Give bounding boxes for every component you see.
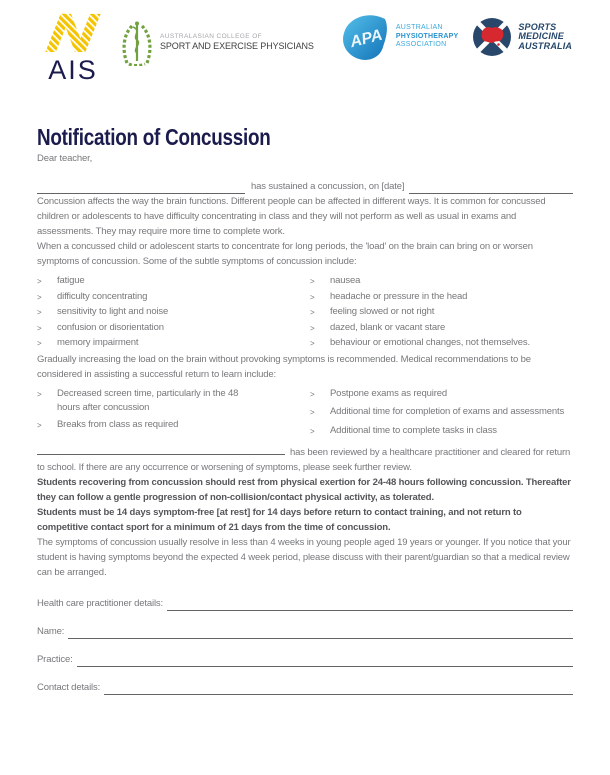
list-item <box>310 305 573 321</box>
list-item <box>37 305 310 321</box>
sma-line2: MEDICINE <box>518 31 564 42</box>
date-blank <box>409 181 573 194</box>
list-item <box>37 418 310 433</box>
paragraph-concentration-load: When a concussed child or adolescent starts to concentrate for long periods, the 'load' on the brain can bring on or worsen symptoms of concussion. Some of the subtle symptoms of concussion include: <box>37 241 533 267</box>
symptom-label: memory impairment <box>57 337 139 348</box>
page-title: Notification of Concussion <box>37 124 271 150</box>
chevron-bullet-icon: > <box>310 308 315 317</box>
recommendation-label: Breaks from class as required <box>57 419 179 430</box>
recommendations-left-column <box>37 387 310 443</box>
chevron-bullet-icon: > <box>310 339 315 348</box>
list-item <box>310 290 573 306</box>
symptoms-list <box>37 274 573 352</box>
apa-mark-icon <box>340 13 390 61</box>
apa-mark-letters: APA <box>348 26 385 52</box>
list-item <box>37 274 310 290</box>
reviewed-text: has been reviewed by a healthcare practitioner and cleared for return to school. If there are any occurrence or worsening of symptoms, please seek further review. <box>37 447 571 473</box>
acsep-emblem-icon <box>119 18 155 66</box>
chevron-bullet-icon: > <box>37 389 42 399</box>
apa-line2: PHYSIOTHERAPY <box>395 32 459 40</box>
symptoms-left-column <box>37 274 310 352</box>
paragraph-return-guideline: Students must be 14 days symptom-free [at rest] for 14 days before return to contact training, and not return to competitive contact sport for a minimum of 21 days from the time of concussion. <box>37 507 522 533</box>
logo-header <box>0 0 610 85</box>
sma-logo <box>471 16 572 58</box>
paragraph-symptom-duration: The symptoms of concussion usually resolve in less than 4 weeks in young people aged 19 years or younger. If you notice that your student is having symptoms beyond the expected 4 week period, please discuss with their parent/guardian so that a medical review can be arranged. <box>37 537 571 578</box>
salutation: Dear teacher, <box>37 153 93 164</box>
field-contact-details <box>37 681 573 695</box>
student-name-blank <box>37 181 245 194</box>
acsep-line2: SPORT AND EXERCISE PHYSICIANS <box>160 41 314 51</box>
sma-line3: AUSTRALIA <box>518 40 573 51</box>
ais-logo <box>37 10 109 83</box>
list-item <box>310 424 573 439</box>
list-item <box>310 336 573 352</box>
list-item <box>37 321 310 337</box>
chevron-bullet-icon: > <box>310 389 315 399</box>
reviewed-line <box>37 442 573 475</box>
apa-line3: ASSOCIATION <box>395 41 447 49</box>
recommendation-label: Decreased screen time, particularly in the 48 hours after concussion <box>57 387 239 413</box>
list-item <box>310 405 573 420</box>
field-label: Health care practitioner details: <box>37 598 164 609</box>
field-line <box>77 654 573 667</box>
recommendations-right-column <box>310 387 573 443</box>
acsep-text <box>160 33 314 51</box>
chevron-bullet-icon: > <box>310 277 315 286</box>
recommendation-label: Additional time for completion of exams and assessments <box>330 406 565 417</box>
recommendation-label: Postpone exams as required <box>330 387 448 399</box>
student-name-date-line <box>37 179 573 194</box>
field-line <box>167 598 573 611</box>
list-item <box>310 321 573 337</box>
acsep-logo <box>119 18 314 66</box>
symptom-label: difficulty concentrating <box>57 290 148 302</box>
field-label: Contact details: <box>37 682 101 693</box>
list-item <box>37 387 310 415</box>
acsep-line1: AUSTRALASIAN COLLEGE OF <box>160 33 263 40</box>
field-label: Name: <box>37 626 65 637</box>
symptom-label: behaviour or emotional changes, not themselves. <box>330 337 530 348</box>
chevron-bullet-icon: > <box>37 421 42 430</box>
paragraph-return-to-learn: Gradually increasing the load on the brain without provoking symptoms is recommended. Medical recommendations to be considered in assisting a successful return to learn include: <box>37 353 531 380</box>
symptom-label: headache or pressure in the head <box>330 290 468 302</box>
chevron-bullet-icon: > <box>310 426 315 436</box>
student-name-blank-2 <box>37 442 285 455</box>
document-body <box>0 124 610 695</box>
chevron-bullet-icon: > <box>37 323 42 333</box>
symptom-label: nausea <box>330 275 361 286</box>
ais-mark-icon <box>42 10 104 52</box>
apa-text <box>396 24 459 50</box>
sma-mark-icon <box>471 16 513 58</box>
chevron-bullet-icon: > <box>310 408 315 417</box>
symptom-label: sensitivity to light and noise <box>57 306 169 317</box>
field-line <box>68 626 573 639</box>
ais-wordmark: AIS <box>48 55 98 85</box>
field-name <box>37 625 573 639</box>
list-item <box>37 290 310 306</box>
field-practitioner-details <box>37 597 573 611</box>
chevron-bullet-icon: > <box>37 292 42 302</box>
field-line <box>104 682 573 695</box>
sustained-text: has sustained a concussion, on [date] <box>251 181 405 192</box>
symptoms-right-column <box>310 274 573 352</box>
paragraph-concussion-effects: Concussion affects the way the brain functions. Different people can be affected in different ways. It is common for concussed children or adolescents to have difficulty concentrating in class and they will not perform as well as usual in exams and assessments. They may require more time to complete work. <box>37 196 546 237</box>
list-item <box>310 387 573 402</box>
symptom-label: confusion or disorientation <box>57 321 164 333</box>
chevron-bullet-icon: > <box>37 308 42 317</box>
field-label: Practice: <box>37 654 73 665</box>
apa-line1: AUSTRALIAN <box>395 24 443 32</box>
paragraph-rest-guideline: Students recovering from concussion should rest from physical exertion for 24-48 hours following concussion. Thereafter they can follow a gentle progression of non-collision/contact physical activity, as tolerated. <box>37 477 571 503</box>
list-item <box>310 274 573 290</box>
symptom-label: dazed, blank or vacant stare <box>330 321 446 333</box>
symptom-label: feeling slowed or not right <box>330 306 435 317</box>
list-item <box>37 336 310 352</box>
symptom-label: fatigue <box>57 275 85 286</box>
sma-line1: SPORTS <box>518 21 557 32</box>
recommendation-label: Additional time to complete tasks in class <box>330 424 497 436</box>
field-practice <box>37 653 573 667</box>
sma-text <box>518 23 572 52</box>
chevron-bullet-icon: > <box>37 339 42 348</box>
chevron-bullet-icon: > <box>310 323 315 333</box>
recommendations-list <box>37 387 573 443</box>
apa-logo <box>340 13 459 61</box>
chevron-bullet-icon: > <box>310 292 315 302</box>
chevron-bullet-icon: > <box>37 277 42 286</box>
